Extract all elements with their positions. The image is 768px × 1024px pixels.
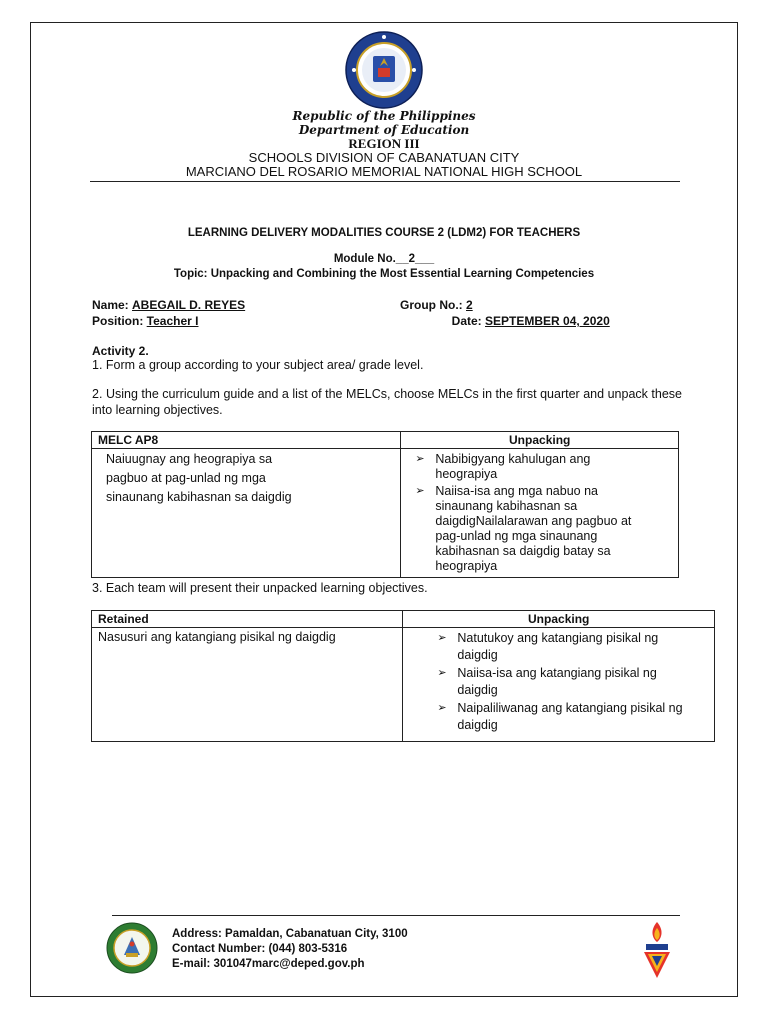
- list-item: ➢ Naipaliliwanag ang katangiang pisikal ng daigdig: [457, 700, 698, 734]
- list-item: ➢ Nabibigyang kahulugan ang heograpiya: [435, 452, 644, 482]
- position-value: Teacher I: [146, 314, 199, 328]
- melc-header: MELC AP8: [92, 432, 401, 449]
- melc-table: [91, 431, 679, 578]
- retained-table: [91, 610, 715, 742]
- melc-text: Naiuugnay ang heograpiya sa pagbuo at pag-unlad ng mga sinaunang kabihasnan sa daigdig: [106, 452, 292, 504]
- region-line: REGION III: [348, 136, 420, 151]
- module-number: Module No.__2___: [333, 253, 435, 265]
- activity-step-3: 3. Each team will present their unpacked learning objectives.: [92, 581, 428, 595]
- retained-text: Nasusuri ang katangiang pisikal ng daigdig: [98, 630, 336, 644]
- unpacking-list-2: [409, 629, 708, 734]
- deped-seal-logo: [344, 30, 424, 110]
- department-line: Department of Education: [298, 123, 470, 137]
- list-item: ➢ Naiisa-isa ang mga nabuo na sinaunang kabihasnan sa daigdigNailalarawan ang pagbuo at pag-unlad ng mga sinaunang kabihasnan sa daigdig batay sa heograpiya: [435, 484, 644, 574]
- group-label: Group No.:: [400, 298, 467, 312]
- footer-divider: [112, 915, 680, 916]
- name-row: [92, 298, 692, 312]
- date-value: SEPTEMBER 04, 2020: [485, 314, 610, 328]
- course-title: LEARNING DELIVERY MODALITIES COURSE 2 (LDM2) FOR TEACHERS: [187, 227, 581, 239]
- name-value: ABEGAIL D. REYES: [132, 298, 246, 312]
- unpacking-list-1: [407, 450, 672, 574]
- date-label: Date:: [451, 314, 486, 328]
- position-row: [92, 314, 692, 328]
- group-value: 2: [466, 298, 473, 312]
- unpacking-header-2: Unpacking: [403, 611, 715, 628]
- list-item: ➢ Natutukoy ang katangiang pisikal ng daigdig: [457, 630, 698, 664]
- activity-step-1: 1. Form a group according to your subject area/ grade level.: [92, 358, 424, 372]
- division-line: SCHOOLS DIVISION OF CABANATUAN CITY: [248, 150, 520, 165]
- activity-step-2: 2. Using the curriculum guide and a list of the MELCs, choose MELCs in the first quarter and unpack these into learning objectives.: [92, 387, 682, 417]
- topic-line: Topic: Unpacking and Combining the Most Essential Learning Competencies: [173, 268, 595, 280]
- position-label: Position:: [92, 314, 147, 328]
- retained-header: Retained: [92, 611, 403, 628]
- activity-title: Activity 2.: [92, 344, 149, 358]
- footer-address: Address: Pamaldan, Cabanatuan City, 3100: [172, 928, 408, 940]
- header-divider: [90, 181, 680, 182]
- school-line: MARCIANO DEL ROSARIO MEMORIAL NATIONAL HIGH SCHOOL: [185, 164, 583, 179]
- list-item: ➢ Naiisa-isa ang katangiang pisikal ng daigdig: [457, 665, 698, 699]
- deped-matatag-emblem: [640, 920, 674, 980]
- footer-email: E-mail: 301047marc@deped.gov.ph: [172, 958, 365, 970]
- republic-line: Republic of the Philippines: [292, 109, 476, 123]
- footer-contact: Contact Number: (044) 803-5316: [172, 943, 348, 955]
- school-seal-logo: [106, 922, 158, 974]
- unpacking-header: Unpacking: [401, 432, 679, 449]
- name-label: Name:: [92, 298, 133, 312]
